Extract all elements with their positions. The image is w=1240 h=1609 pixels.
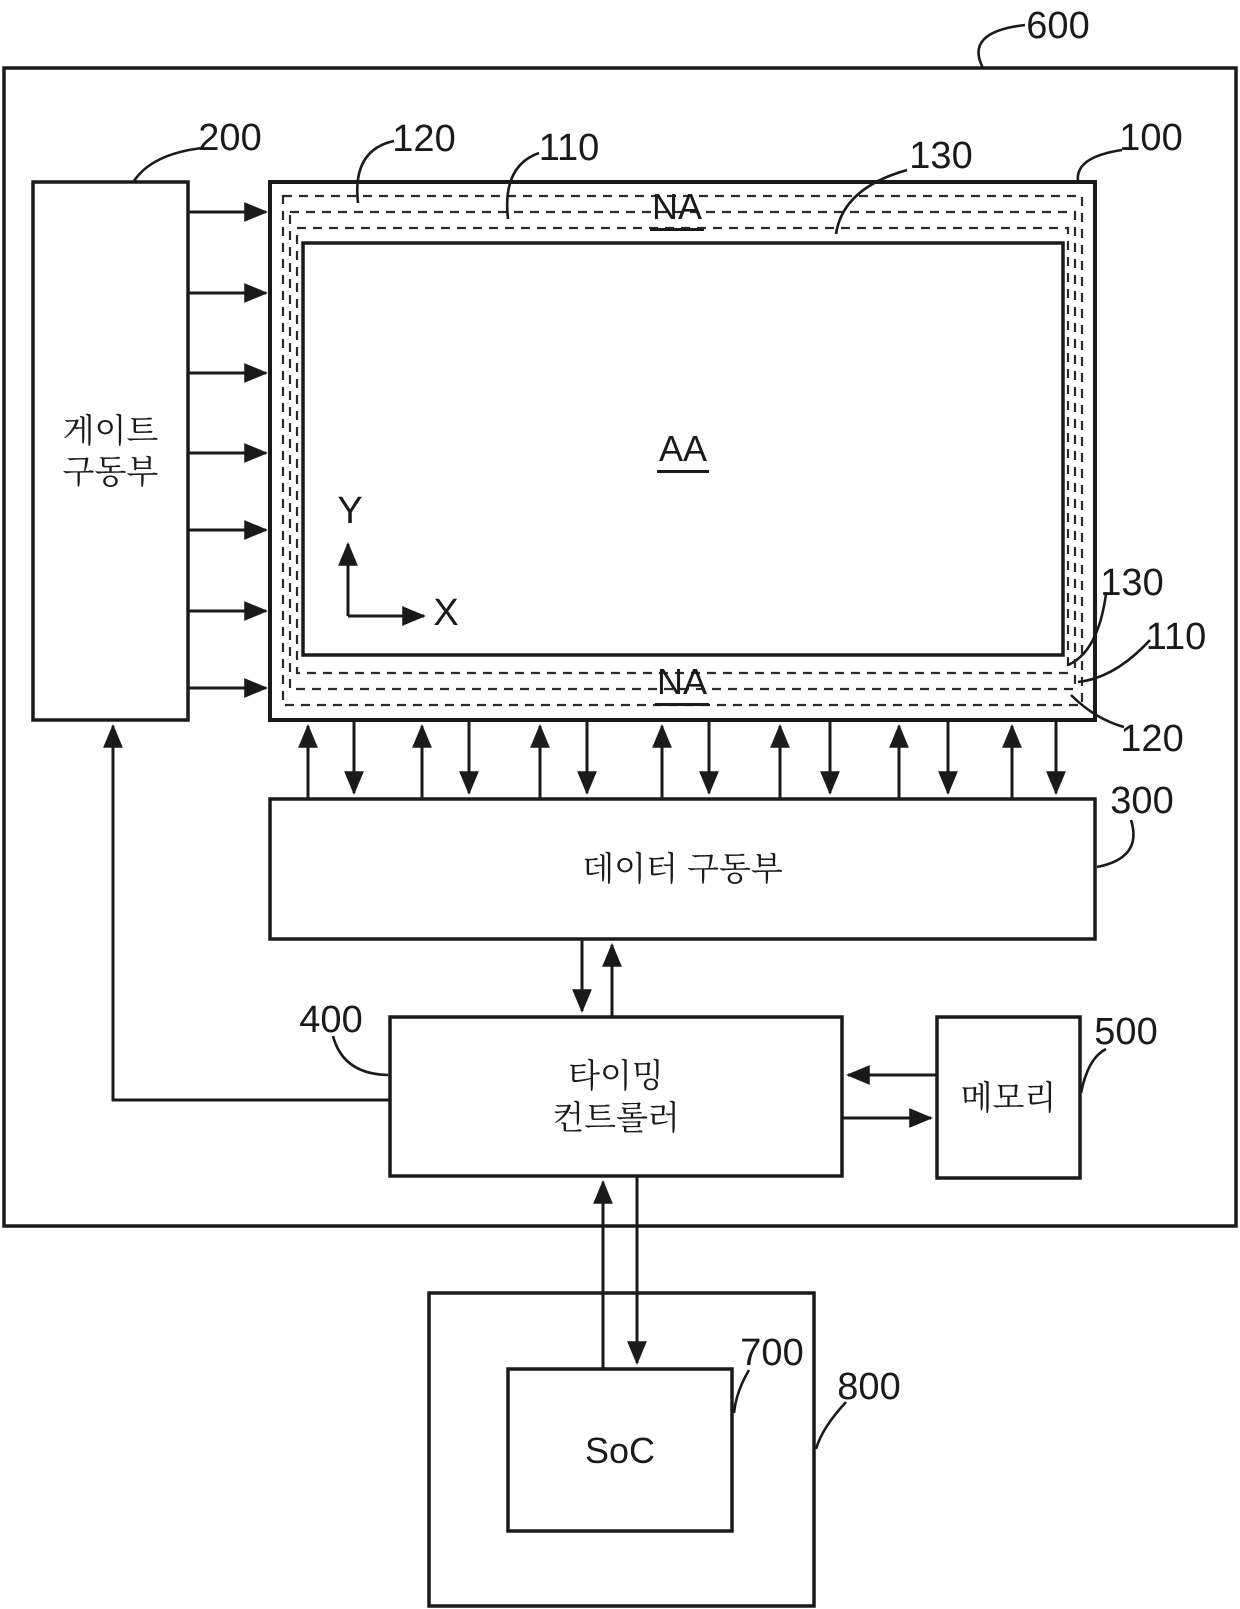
timing-controller-label-line2: 컨트롤러 <box>552 1098 680 1136</box>
ref-label-130-top: 130 <box>909 135 973 177</box>
leader-700 <box>734 1370 749 1413</box>
timing-controller-label <box>390 1017 842 1176</box>
memory-label-text: 메모리 <box>960 1078 1057 1116</box>
leader-110-top <box>507 153 539 219</box>
data-driver-label <box>270 799 1095 939</box>
ref-label-400: 400 <box>299 999 363 1041</box>
soc-label <box>508 1369 732 1531</box>
x-axis-label: X <box>433 592 459 634</box>
leader-200 <box>134 148 202 181</box>
leader-300 <box>1097 820 1133 867</box>
leader-120-right <box>1071 695 1124 727</box>
gate-driver-label-line1: 게이트 <box>62 411 159 449</box>
gate-driver-label-line2: 구동부 <box>62 453 159 490</box>
data-driver-label-text: 데이터 구동부 <box>582 850 783 888</box>
leader-400 <box>333 1036 388 1075</box>
aa-region-label: AA <box>657 431 709 473</box>
na-region-label-bottom: NA <box>655 664 709 706</box>
ref-label-100: 100 <box>1119 117 1183 159</box>
leader-130-top <box>836 170 907 234</box>
ref-label-120-right: 120 <box>1120 718 1184 760</box>
ref-label-600: 600 <box>1026 5 1090 47</box>
leader-600 <box>978 25 1025 68</box>
y-axis-label: Y <box>337 490 363 532</box>
gate-driver-label <box>33 182 188 720</box>
ref-label-200: 200 <box>198 117 262 159</box>
ref-label-110-top: 110 <box>538 127 600 169</box>
ref-label-120-top: 120 <box>392 118 456 160</box>
ref-label-500: 500 <box>1094 1011 1158 1053</box>
leader-800 <box>816 1402 846 1449</box>
timing-controller-label-line1: 타이밍 <box>568 1057 664 1095</box>
na-region-label-top: NA <box>650 189 704 231</box>
ref-label-110-right: 110 <box>1145 616 1207 658</box>
leader-100 <box>1078 150 1122 181</box>
ref-label-800: 800 <box>837 1366 901 1408</box>
leader-500 <box>1081 1049 1106 1093</box>
soc-label-text: SoC <box>584 1429 656 1471</box>
leader-120-top <box>357 141 394 203</box>
memory-label <box>937 1017 1080 1178</box>
leader-130-right <box>1068 594 1106 665</box>
ref-label-300: 300 <box>1110 780 1174 822</box>
ref-label-700: 700 <box>740 1332 804 1374</box>
ref-label-130-right: 130 <box>1100 562 1164 604</box>
